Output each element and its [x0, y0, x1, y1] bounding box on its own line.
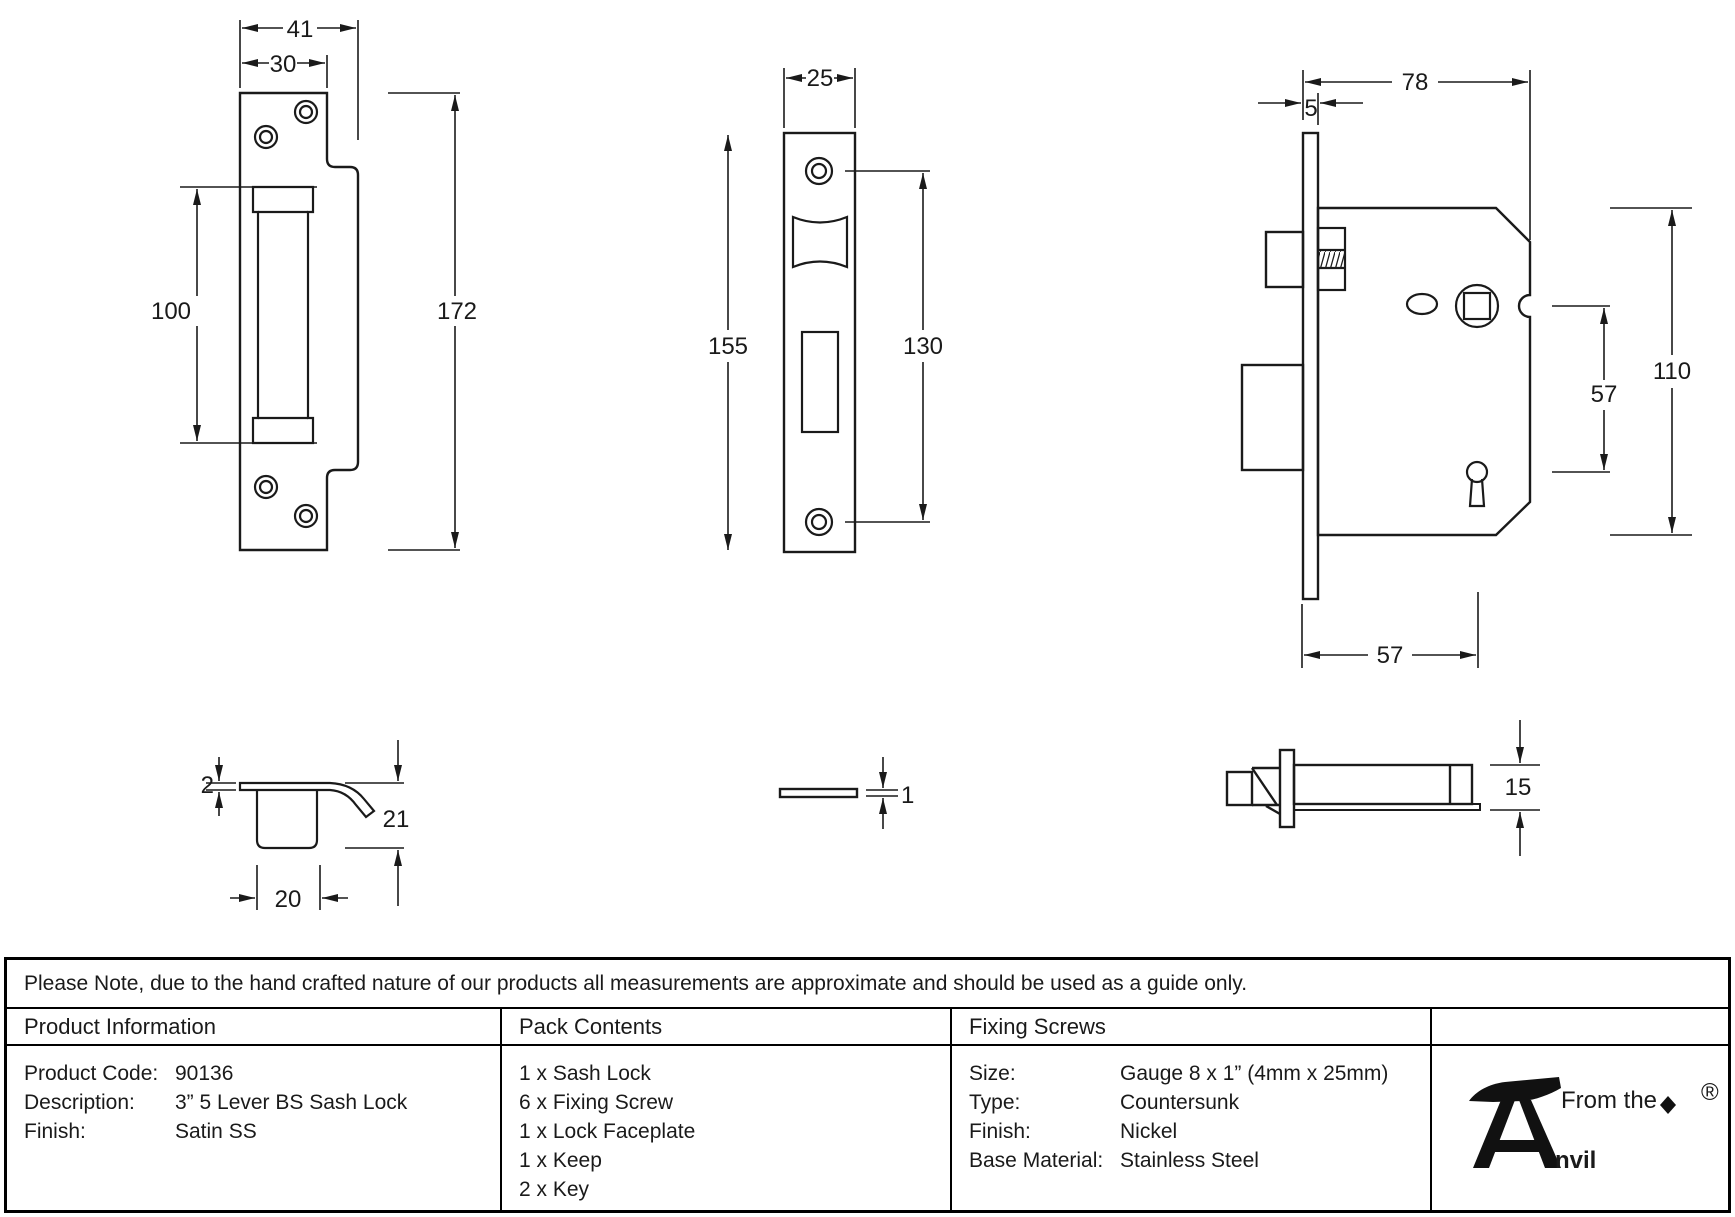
keep-dust-box	[257, 790, 317, 848]
logo-name: nvil	[1555, 1147, 1597, 1174]
list-item: 1 x Lock Faceplate	[519, 1120, 696, 1143]
logo-registered-mark: ®	[1701, 1079, 1719, 1106]
lock-faceplate-edge	[1303, 133, 1318, 599]
dim-lock-case-height: 110	[1652, 358, 1692, 385]
table-row: Finish: Nickel	[969, 1120, 1178, 1143]
table-row: Size: Gauge 8 x 1” (4mm x 25mm)	[969, 1062, 1389, 1085]
dim-keep-total-height: 172	[436, 298, 478, 325]
anvil-icon	[1469, 1077, 1561, 1168]
keep-profile-view	[201, 740, 410, 913]
dim-faceplate-height: 155	[707, 333, 749, 360]
faceplate-latch-aperture	[793, 217, 847, 267]
table-row: Base Material: Stainless Steel	[969, 1149, 1259, 1172]
dim-case-thickness: 15	[1504, 774, 1532, 801]
keep-lip-profile	[240, 783, 374, 817]
faceplate-front-dimensions	[728, 68, 930, 550]
list-item: 6 x Fixing Screw	[519, 1091, 674, 1114]
product-information-cell	[7, 1046, 500, 1210]
fixing-screws-cell	[950, 1046, 1430, 1210]
dim-keep-slot-height: 100	[150, 298, 192, 325]
header-pack-contents: Pack Contents	[500, 1009, 950, 1046]
dim-keep-plate-width: 30	[269, 51, 297, 78]
table-row: Description: 3” 5 Lever BS Sash Lock	[24, 1091, 408, 1114]
dim-keep-overall-width: 41	[286, 16, 314, 43]
faceplate-side-plate	[780, 789, 857, 797]
dim-lock-backset: 57	[1376, 642, 1404, 669]
faceplate-bar	[1280, 750, 1294, 827]
pack-contents-cell	[500, 1046, 950, 1210]
dim-lock-depth: 78	[1401, 69, 1429, 96]
faceplate-side-view	[780, 757, 914, 829]
table-row: Finish: Satin SS	[24, 1120, 257, 1143]
keep-profile-dimensions	[206, 740, 404, 910]
table-row: Product Code: 90136	[24, 1062, 234, 1085]
list-item: 1 x Keep	[519, 1149, 602, 1172]
dim-lock-faceplate-offset: 5	[1304, 95, 1318, 122]
dim-faceplate-screw-spacing: 130	[902, 333, 944, 360]
oval-hole	[1407, 294, 1437, 314]
faceplate-deadbolt-aperture	[802, 332, 838, 432]
faceplate-side-dimensions	[866, 757, 898, 829]
faceplate-screw-holes	[806, 158, 832, 535]
logo-diamond-icon	[1660, 1096, 1676, 1114]
spindle-follower	[1456, 285, 1498, 327]
case-body-top	[1294, 765, 1480, 810]
keyhole	[1467, 462, 1487, 506]
dim-faceplate-width: 25	[806, 65, 834, 92]
anvil-logo	[1449, 1068, 1729, 1198]
deadbolt	[1242, 365, 1303, 470]
measurement-note	[7, 960, 1729, 1009]
dim-lock-follower-to-key: 57	[1590, 381, 1618, 408]
brand-logo-cell	[1430, 1046, 1729, 1210]
logo-tagline: From the	[1561, 1087, 1658, 1114]
header-logo-spacer	[1430, 1009, 1729, 1046]
latch-bolt	[1266, 232, 1303, 287]
header-product-information: Product Information	[7, 1009, 500, 1046]
lock-body-view	[1242, 69, 1692, 669]
latch-tip	[1227, 772, 1252, 805]
keep-slot	[253, 187, 313, 443]
list-item: 2 x Key	[519, 1178, 590, 1201]
latch-bevel	[1252, 768, 1281, 814]
lock-body-dimensions	[1258, 70, 1692, 668]
table-row: Type: Countersunk	[969, 1091, 1240, 1114]
lock-top-view	[1227, 720, 1540, 856]
dim-keep-depth: 21	[382, 806, 410, 833]
note-text: Please Note, due to the hand crafted nature of our products all measurements are approximate and should be used as a guide only.	[24, 971, 1248, 995]
spec-table	[4, 957, 1731, 1213]
dim-keep-lip-thickness: 2	[200, 772, 214, 799]
faceplate-front-view	[708, 65, 943, 552]
dim-keep-box-width: 20	[274, 886, 302, 913]
latch-spring-block	[1318, 228, 1345, 290]
keep-front-dimensions	[180, 20, 460, 550]
keep-front-view	[151, 16, 477, 550]
header-fixing-screws: Fixing Screws	[950, 1009, 1430, 1046]
faceplate-outline	[784, 133, 855, 552]
lock-case-outline	[1318, 208, 1530, 535]
list-item: 1 x Sash Lock	[519, 1062, 651, 1085]
dim-faceplate-thickness: 1	[901, 782, 915, 809]
